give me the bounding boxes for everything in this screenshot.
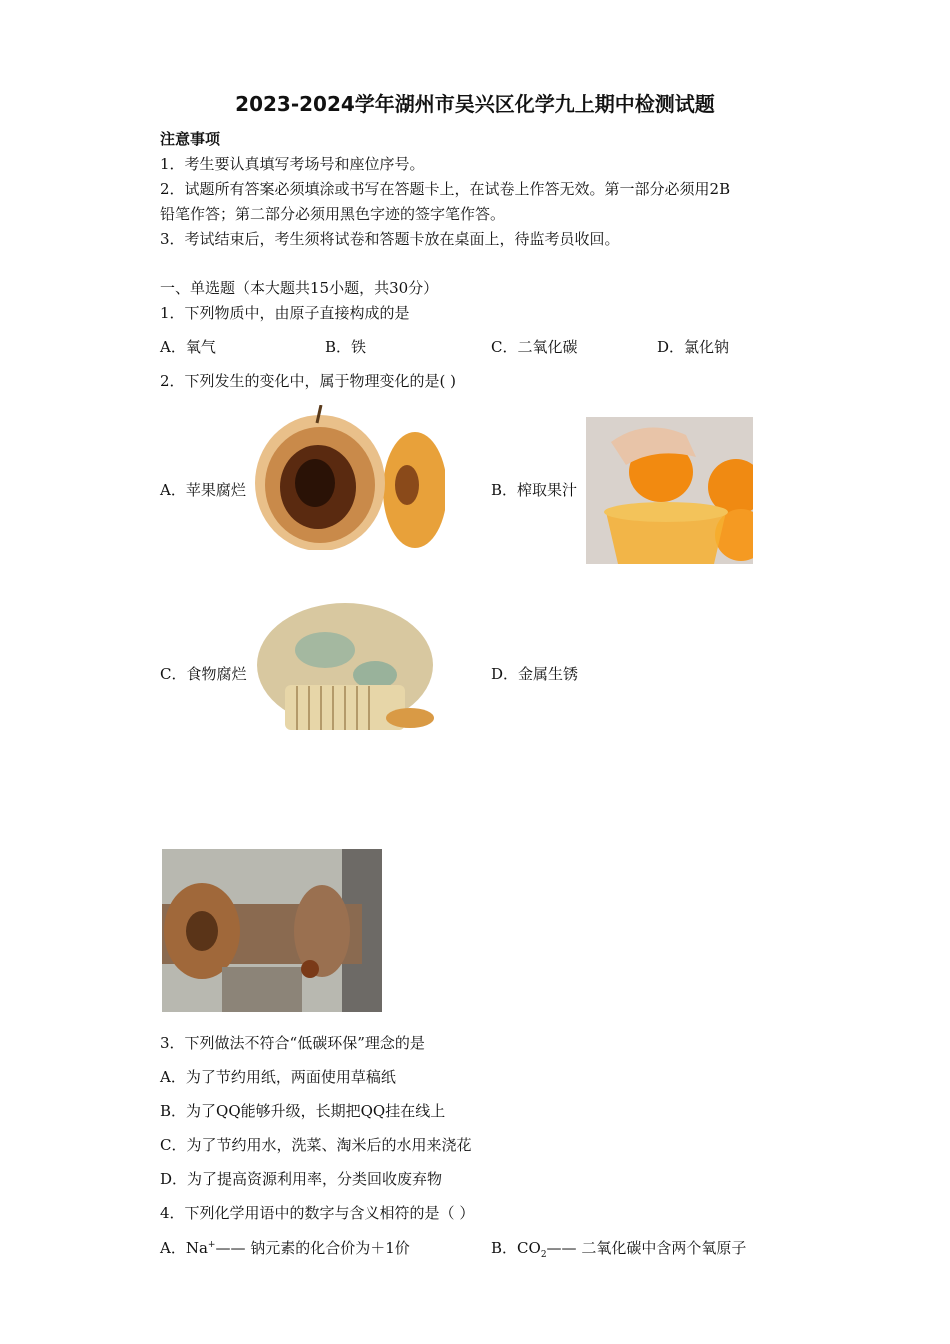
q1-option-a: A．氧气 xyxy=(160,338,216,356)
notice-item: 1．考生要认真填写考场号和座位序号。 xyxy=(160,155,425,173)
q2-option-b: B．榨取果汁 xyxy=(491,481,578,499)
page-title: 2023-2024学年湖州市吴兴区化学九上期中检测试题 xyxy=(235,92,715,116)
notice-item: 3．考试结束后，考生须将试卷和答题卡放在桌面上，待监考员收回。 xyxy=(160,230,620,248)
q1-option-b: B．铁 xyxy=(325,338,367,356)
rotten-apple-image xyxy=(255,405,445,550)
q4-option-b-text: —— 二氧化碳中含两个氧原子 xyxy=(546,1239,747,1257)
q3-option-a: A．为了节约用纸，两面使用草稿纸 xyxy=(160,1068,396,1086)
q3-option-b: B．为了QQ能够升级，长期把QQ挂在线上 xyxy=(160,1102,446,1120)
question-1-stem: 1．下列物质中，由原子直接构成的是 xyxy=(160,304,410,322)
rusty-metal-image xyxy=(162,849,382,1012)
q4-option-a xyxy=(160,1237,410,1258)
q1-option-c: C．二氧化碳 xyxy=(491,338,578,356)
q2-option-a: A．苹果腐烂 xyxy=(160,481,246,499)
notice-heading: 注意事项 xyxy=(160,130,221,148)
notice-item: 铅笔作答；第二部分必须用黑色字迹的签字笔作答。 xyxy=(160,205,506,223)
q4-option-b-formula: CO xyxy=(517,1239,541,1257)
q4-option-a-formula: Na xyxy=(185,1239,208,1257)
notice-item: 2．试题所有答案必须填涂或书写在答题卡上，在试卷上作答无效。第一部分必须用2B xyxy=(160,180,731,198)
q4-option-a-charge: + xyxy=(207,1240,216,1250)
q2-option-c: C．食物腐烂 xyxy=(160,665,247,683)
q4-option-b-label: B． xyxy=(491,1239,518,1257)
q4-option-a-text: —— 钠元素的化合价为＋1价 xyxy=(215,1239,410,1257)
q3-option-d: D．为了提高资源利用率，分类回收废弃物 xyxy=(160,1170,443,1188)
q3-option-c: C．为了节约用水，洗菜、淘米后的水用来浇花 xyxy=(160,1136,472,1154)
juicer-image xyxy=(586,417,753,564)
moldy-bread-image xyxy=(255,600,435,750)
q1-option-d: D．氯化钠 xyxy=(657,338,730,356)
question-2-stem: 2．下列发生的变化中，属于物理变化的是( ) xyxy=(160,372,457,390)
q2-option-d: D．金属生锈 xyxy=(491,665,579,683)
question-4-stem: 4．下列化学用语中的数字与含义相符的是（ ） xyxy=(160,1204,475,1222)
q4-option-a-label: A． xyxy=(160,1239,186,1257)
q4-option-b-subscript: 2 xyxy=(540,1250,547,1260)
q4-option-b xyxy=(491,1237,746,1260)
section-heading: 一、单选题（本大题共15小题，共30分） xyxy=(160,279,439,297)
question-3-stem: 3．下列做法不符合“低碳环保”理念的是 xyxy=(160,1034,425,1052)
